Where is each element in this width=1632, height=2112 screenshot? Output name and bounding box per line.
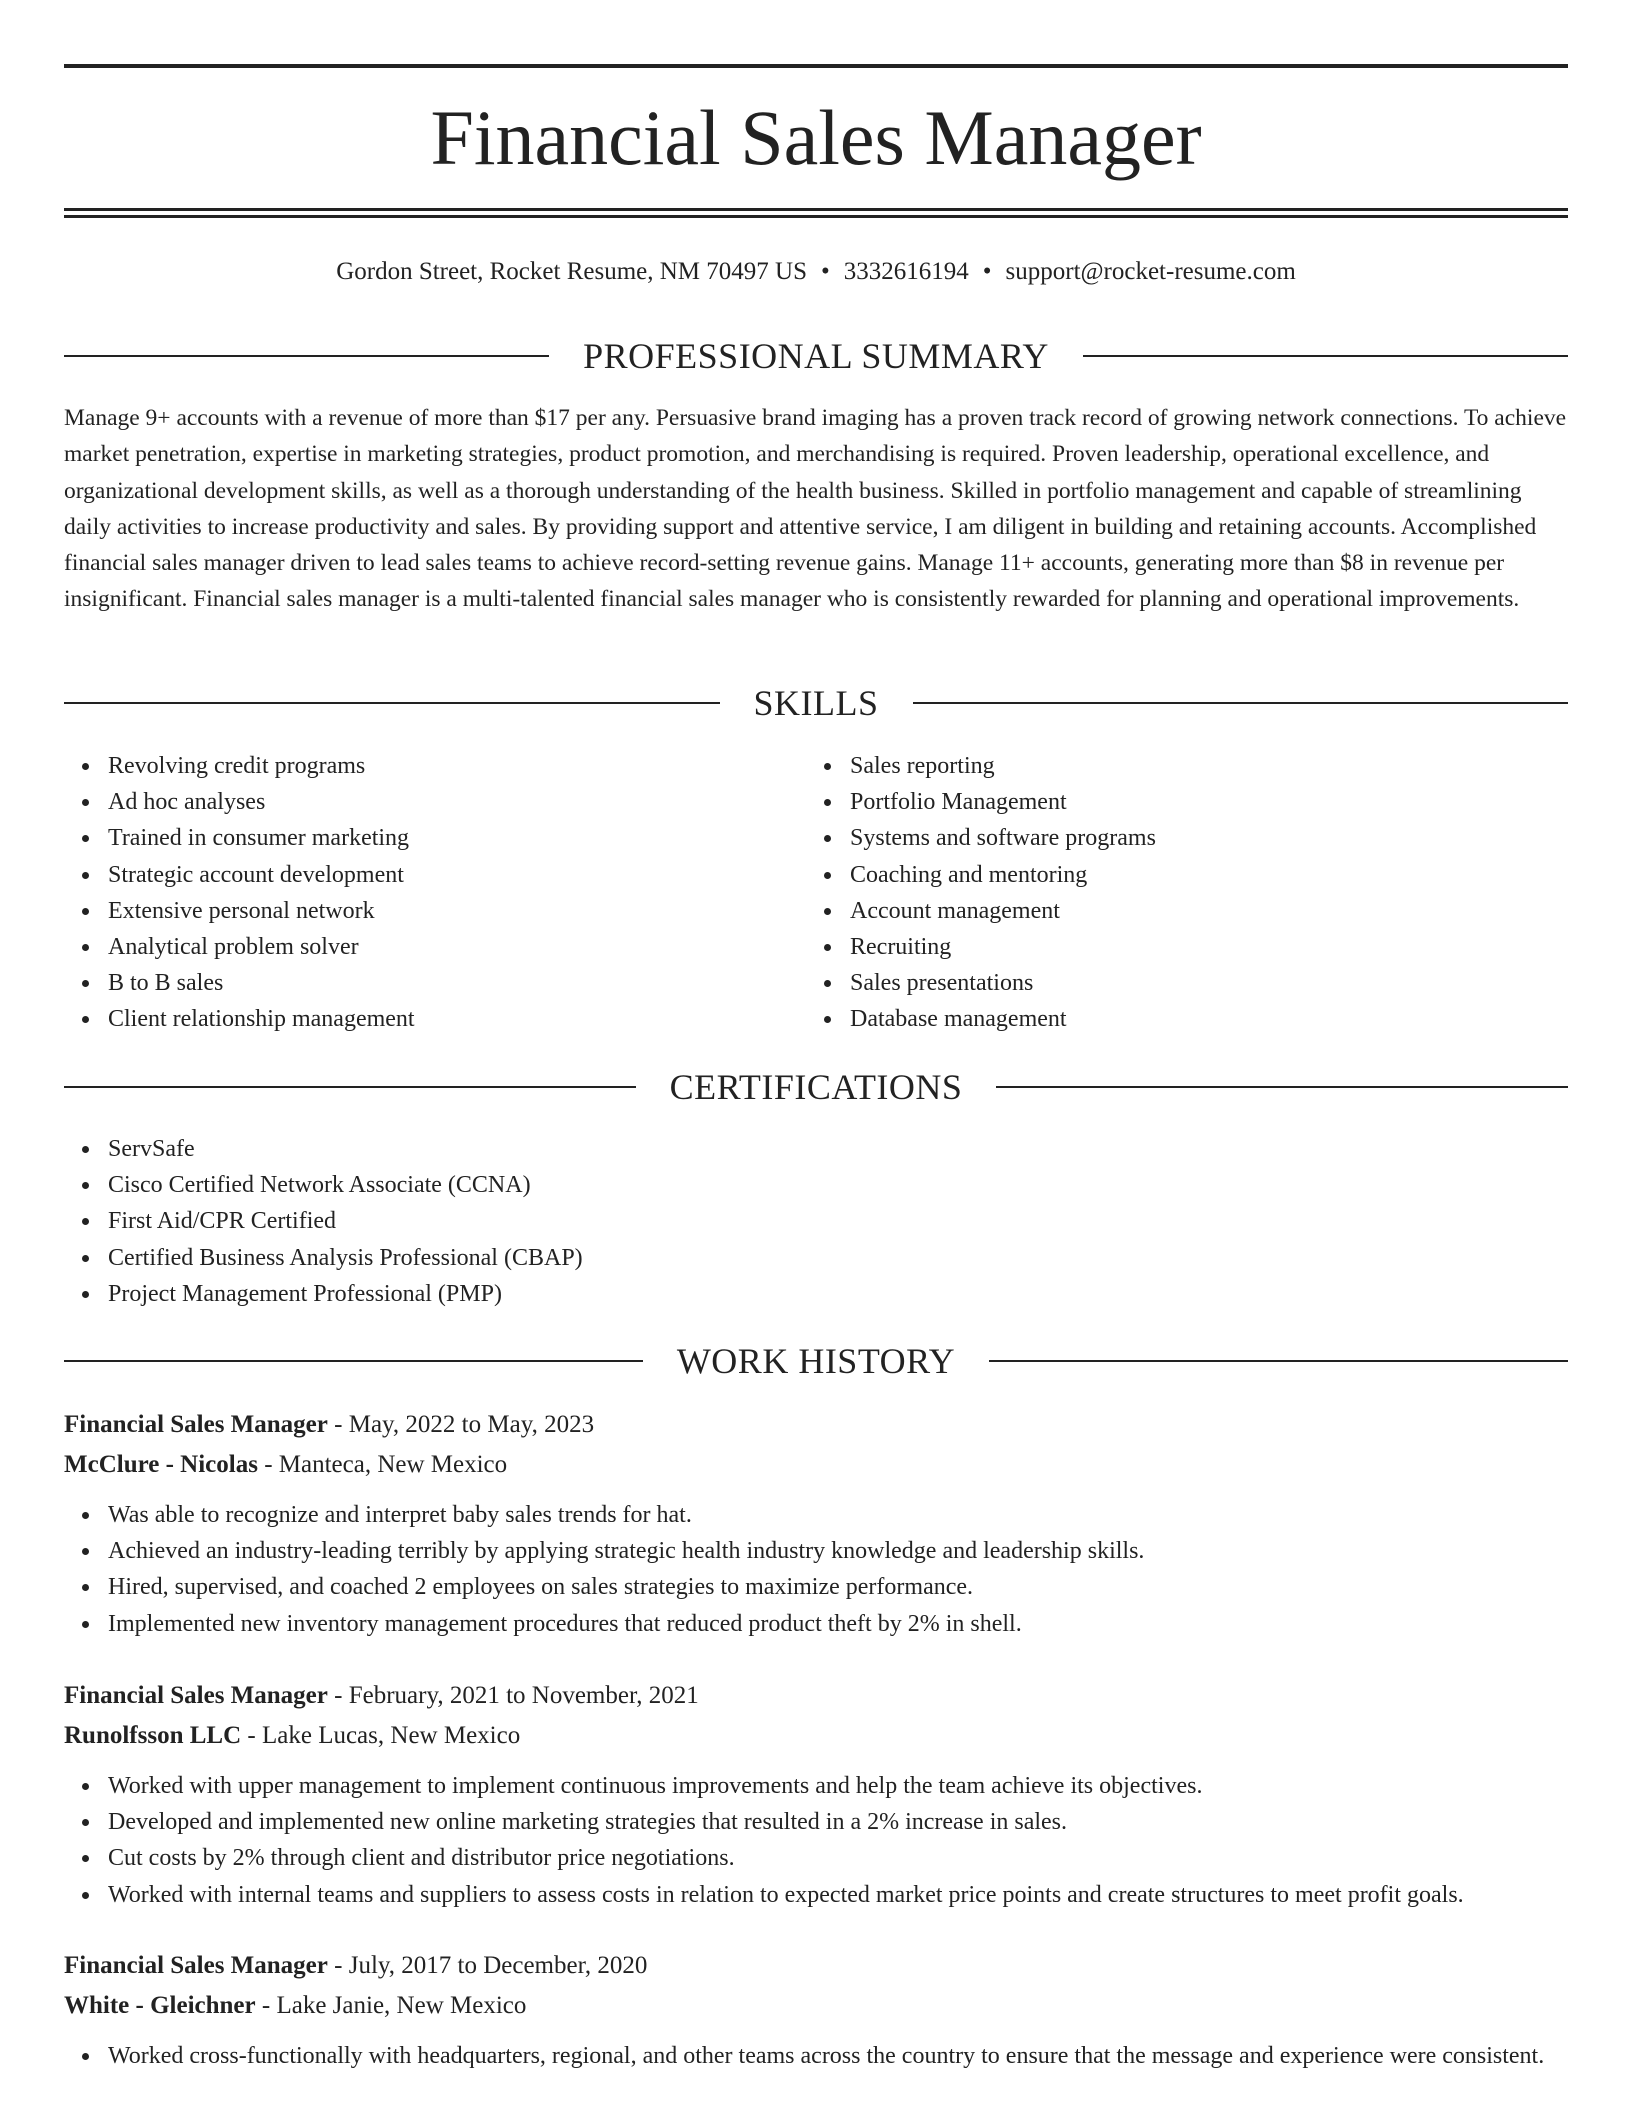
certification-item: ServSafe: [108, 1131, 1508, 1167]
job-title-line: [64, 1676, 1568, 1716]
job-role: Financial Sales Manager: [64, 1682, 328, 1709]
job-bullet: Was able to recognize and interpret baby sales trends for hat.: [108, 1497, 1568, 1533]
skills-list-right: [806, 748, 1550, 1038]
job-role: Financial Sales Manager: [64, 1952, 328, 1979]
job-dates: - February, 2021 to November, 2021: [327, 1682, 699, 1709]
skill-item: Recruiting: [850, 929, 1550, 965]
heading-rule: [989, 1360, 1568, 1362]
job-role: Financial Sales Manager: [64, 1411, 328, 1438]
heading-rule: [996, 1086, 1568, 1088]
job-company-line: [64, 1716, 1568, 1756]
summary-text: Manage 9+ accounts with a revenue of more than $17 per any. Persuasive brand imaging has a proven track record of growing network connections. To achieve market penetration, expertise in marketing strategies, product promotion, and merchandising is required. Proven leadership, operational excellence, and organizational development skills, as well as a thorough understanding of the health business. Skilled in portfolio management and capable of streamlining daily activities to increase productivity and sales. By providing support and attentive service, I am diligent in building and retaining accounts. Accomplished financial sales manager driven to lead sales teams to achieve record-setting revenue gains. Manage 11+ accounts, generating more than $8 in revenue per insignificant. Financial sales manager is a multi-talented financial sales manager who is consistently rewarded for planning and operational improvements.: [64, 405, 1567, 613]
job-company-line: [64, 1445, 1568, 1485]
job-bullet: Worked with internal teams and suppliers to assess costs in relation to expected market price points and create structures to meet profit goals.: [108, 1877, 1568, 1913]
skill-item: B to B sales: [108, 965, 808, 1001]
contact-email: support@rocket-resume.com: [1005, 258, 1296, 285]
job-location: - Manteca, New Mexico: [257, 1451, 508, 1478]
skill-item: Ad hoc analyses: [108, 784, 808, 820]
skills-list-left: [64, 748, 808, 1038]
contact-phone: 3332616194: [843, 258, 969, 285]
title-double-rule: [64, 208, 1568, 218]
job-bullets: [64, 2038, 1568, 2074]
page-title: Financial Sales Manager: [430, 94, 1202, 181]
contact-separator: •: [820, 258, 830, 285]
skill-item: Client relationship management: [108, 1001, 808, 1037]
job-bullet: Implemented new inventory management procedures that reduced product theft by 2% in shell.: [108, 1606, 1568, 1642]
job-bullet: Cut costs by 2% through client and distributor price negotiations.: [108, 1840, 1568, 1876]
section-heading-work-history: [64, 1339, 1568, 1383]
skill-item: Sales reporting: [850, 748, 1550, 784]
skill-item: Database management: [850, 1001, 1550, 1037]
certification-item: Project Management Professional (PMP): [108, 1276, 1508, 1312]
heading-rule: [913, 702, 1569, 704]
job-company-line: [64, 1986, 1568, 2026]
section-heading-skills: [64, 681, 1568, 725]
contact-line: [64, 252, 1568, 292]
skill-item: Systems and software programs: [850, 820, 1550, 856]
section-heading-summary: [64, 334, 1568, 378]
job-bullet: Worked cross-functionally with headquarters, regional, and other teams across the country to ensure that the message and experience were consistent.: [108, 2038, 1568, 2074]
job-entry: [64, 1946, 1568, 2074]
job-entry: [64, 1676, 1568, 1913]
job-company: Runolfsson LLC: [64, 1722, 242, 1749]
contact-separator: •: [982, 258, 992, 285]
skill-item: Portfolio Management: [850, 784, 1550, 820]
certification-item: First Aid/CPR Certified: [108, 1203, 1508, 1239]
section-title: PROFESSIONAL SUMMARY: [583, 336, 1049, 376]
job-location: - Lake Janie, New Mexico: [255, 1992, 527, 2019]
job-dates: - May, 2022 to May, 2023: [327, 1411, 595, 1438]
heading-rule: [64, 1360, 643, 1362]
job-bullet: Worked with upper management to implement continuous improvements and help the team achieve its objectives.: [108, 1768, 1568, 1804]
skill-item: Coaching and mentoring: [850, 857, 1550, 893]
top-rule: [64, 64, 1568, 68]
heading-rule: [1083, 355, 1568, 357]
job-bullets: [64, 1768, 1568, 1913]
skill-item: Extensive personal network: [108, 893, 808, 929]
section-title: WORK HISTORY: [676, 1341, 956, 1381]
section-heading-certifications: [64, 1065, 1568, 1109]
certification-item: Cisco Certified Network Associate (CCNA): [108, 1167, 1508, 1203]
job-company: White - Gleichner: [64, 1992, 256, 2019]
job-location: - Lake Lucas, New Mexico: [241, 1722, 521, 1749]
job-company: McClure - Nicolas: [64, 1451, 258, 1478]
job-bullet: Hired, supervised, and coached 2 employees on sales strategies to maximize performance.: [108, 1569, 1568, 1605]
certification-item: Certified Business Analysis Professional (CBAP): [108, 1240, 1508, 1276]
heading-rule: [64, 702, 720, 704]
skill-item: Account management: [850, 893, 1550, 929]
section-title: CERTIFICATIONS: [669, 1067, 963, 1107]
job-bullet: Developed and implemented new online marketing strategies that resulted in a 2% increase in sales.: [108, 1804, 1568, 1840]
skill-item: Revolving credit programs: [108, 748, 808, 784]
job-bullets: [64, 1497, 1568, 1642]
skill-item: Strategic account development: [108, 857, 808, 893]
job-dates: - July, 2017 to December, 2020: [327, 1952, 648, 1979]
heading-rule: [64, 1086, 636, 1088]
job-entry: [64, 1405, 1568, 1642]
section-title: SKILLS: [753, 683, 879, 723]
job-bullet: Achieved an industry-leading terribly by applying strategic health industry knowledge and leadership skills.: [108, 1533, 1568, 1569]
skill-item: Analytical problem solver: [108, 929, 808, 965]
job-title-line: [64, 1405, 1568, 1445]
job-title-line: [64, 1946, 1568, 1986]
heading-rule: [64, 355, 549, 357]
contact-address: Gordon Street, Rocket Resume, NM 70497 US: [336, 258, 807, 285]
certifications-list: [64, 1131, 1508, 1312]
skill-item: Trained in consumer marketing: [108, 820, 808, 856]
skill-item: Sales presentations: [850, 965, 1550, 1001]
